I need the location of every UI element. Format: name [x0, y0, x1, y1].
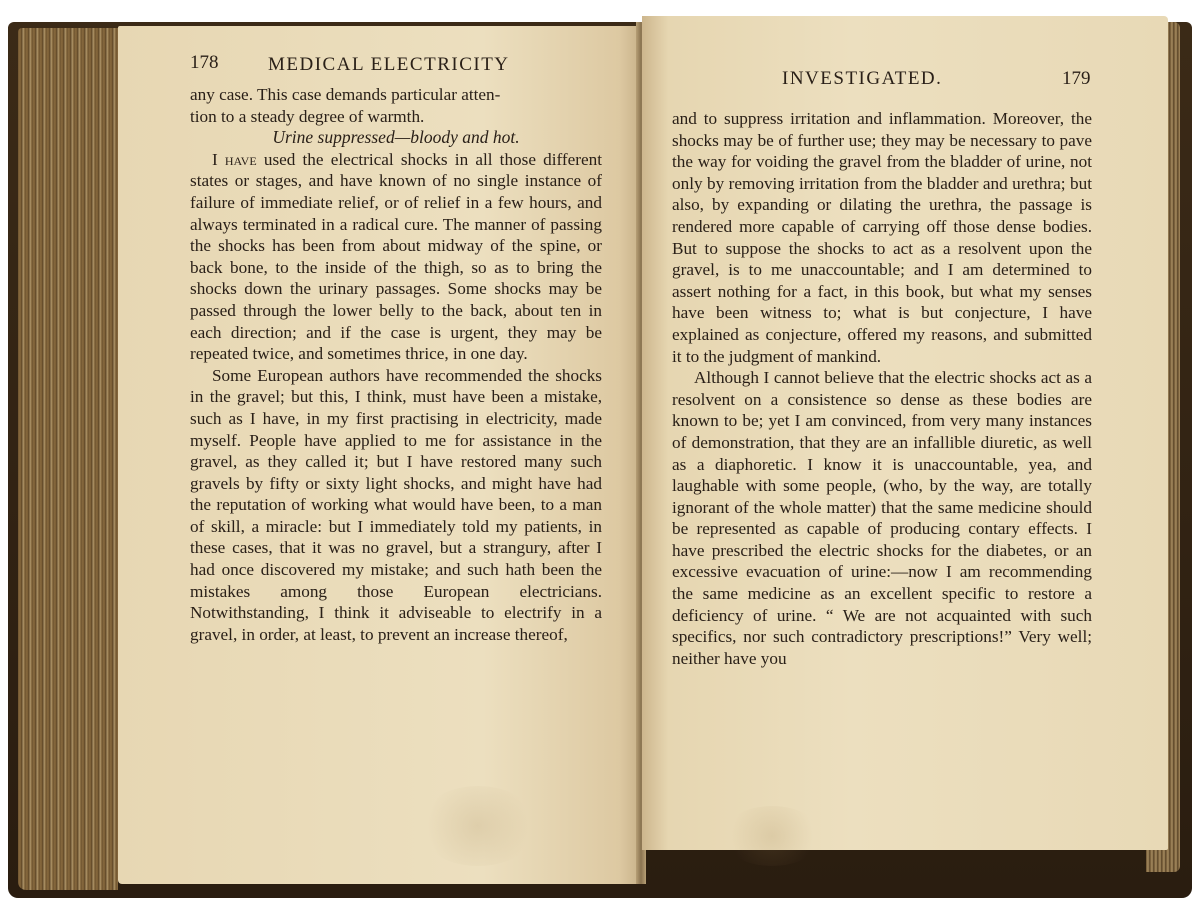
right-page-text: [672, 108, 1092, 669]
right-page-number: 179: [1062, 68, 1091, 89]
left-page-text: [190, 84, 602, 645]
right-paragraph-1: and to suppress irritation and inflammation. Moreover, the shocks may be of further use; they may be necessary to pave the way for voiding the gravel from the bladder of urine, not only by removing irritation from the bladder and urethra; but also, by expanding or dilating the urethra, the passage is rendered more capable of carrying off those dense bodies. But to suppose the shocks to act as a resolvent upon the gravel, is to me unaccountable; and I am determined to assert nothing for a fact, in this book, but what my senses have been witness to; what is but conjecture, I have explained as conjecture, offered my reasons, and submitted it to the judgment of mankind.: [672, 109, 1092, 366]
left-line-1: any case. This case demands particular atten-: [190, 85, 501, 104]
left-page: [118, 26, 640, 884]
left-paragraph-1-lead: I have: [212, 149, 257, 169]
page-edges-left: [18, 28, 118, 890]
paper-stain: [418, 786, 538, 866]
open-book: [8, 8, 1192, 898]
left-paragraph-2: Some European authors have recommended the shocks in the gravel; but this, I think, must have been a mistake, such as I have, in my first practising in electricity, made myself. People have applied to me for assistance in the gravel, as they called it; but I have restored many such gravels by fifty or sixty light shocks, and might have had the reputation of working what would have been, to a man of skill, a miracle: but I immediately told my patients, in these cases, that it was no gravel, but a strangury, after I had once discovered my mistake; and such hath been the mistakes among those European electricians. Notwithstanding, I think it adviseable to electrify in a gravel, in order, at least, to prevent an increase thereof,: [190, 365, 602, 644]
left-paragraph-1-body: used the electrical shocks in all those different states or stages, and have known of no single instance of failure of immediate relief, or of relief in a few hours, and always terminated in a radical cure. The manner of passing the shocks has been from about midway of the spine, or back bone, to the inside of the thigh, so as to bring the shocks down the urinary passages. Some shocks may be passed through the lower belly to the back, about ten in each direction; and if the case is urgent, they may be repeated twice, and sometimes thrice, in one day.: [190, 149, 602, 364]
paper-stain: [722, 806, 822, 866]
right-paragraph-2: Although I cannot believe that the electric shocks act as a resolvent on a consistence so dense as these bodies are known to be; yet I am convinced, from very many instances of demonstration, that they are an infallible diuretic, as well as a diaphoretic. I know it is unaccountable, yea, and laughable with some people, (who, by the way, are totally ignorant of the whole matter) that the same medicine should be represented as capable of producing contary effects. I have prescribed the electric shocks for the diabetes, or an excessive evacuation of urine:—now I am recommending the same medicine as an excellent specific to restore a deficiency of urine. “ We are not acquainted with such specifics, nor such contradictory prescriptions!” Very well; neither have you: [672, 368, 1092, 668]
left-running-title: MEDICAL ELECTRICITY: [268, 54, 510, 75]
right-page: [642, 16, 1168, 850]
left-subheading: Urine suppressed—bloody and hot.: [272, 127, 520, 148]
left-page-number: 178: [190, 52, 219, 73]
left-paragraph-1: [190, 149, 602, 365]
right-running-title: INVESTIGATED.: [782, 68, 943, 89]
left-line-2: tion to a steady degree of warmth.: [190, 106, 425, 126]
